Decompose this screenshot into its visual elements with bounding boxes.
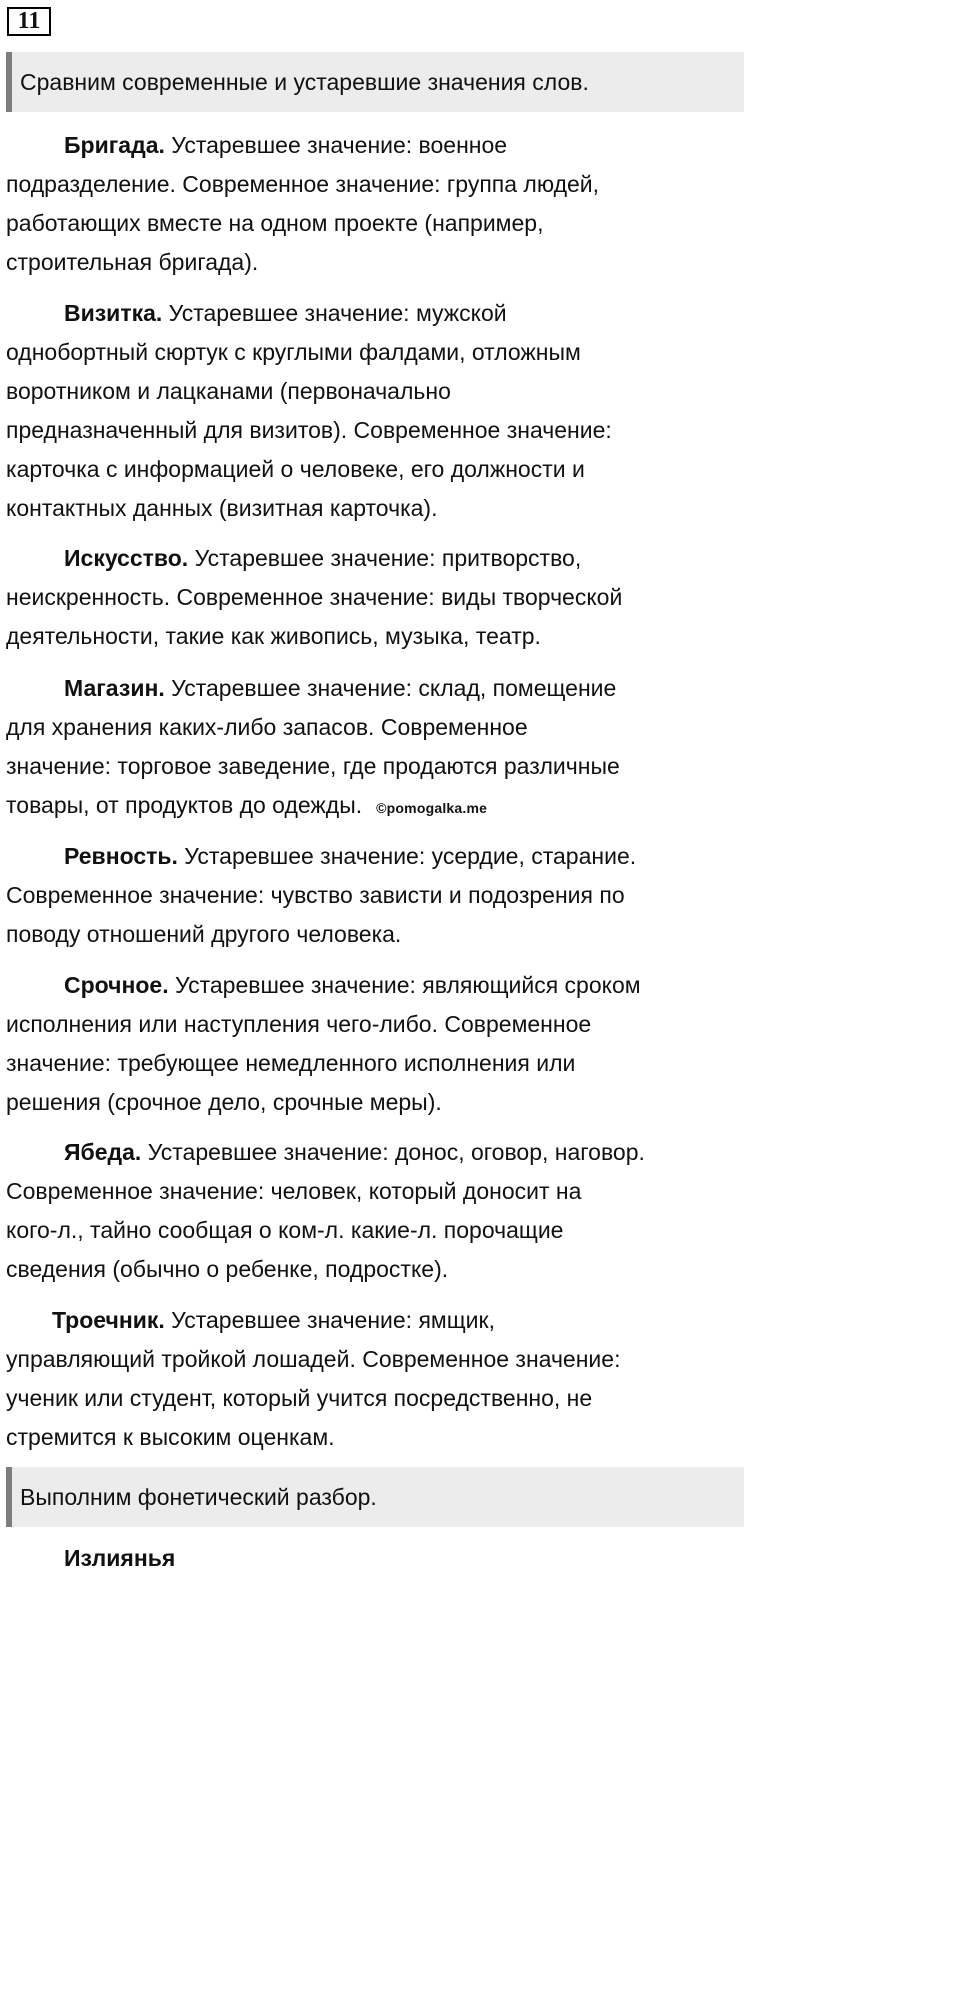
entry-line: строительная бригада). (6, 249, 259, 275)
entry-word: Магазин. (64, 675, 165, 701)
entry-line: решения (срочное дело, срочные меры). (6, 1089, 442, 1115)
watermark: ©pomogalka.me (376, 800, 488, 816)
entry-word: Визитка. (64, 300, 163, 326)
entry-word: Бригада. (64, 132, 165, 158)
entry-line: товары, от продуктов до одежды. ©pomogalka.me (6, 792, 488, 818)
entry-line: однобортный сюртук с круглыми фалдами, отложным (6, 339, 581, 365)
entry-first-line: Троечник. Устаревшее значение: ямщик, (52, 1307, 495, 1333)
entry-line: воротником и лацканами (первоначально (6, 378, 451, 404)
entry-first-line: Визитка. Устаревшее значение: мужской (64, 300, 507, 326)
entry-line: Современное значение: человек, который доносит на (6, 1178, 582, 1204)
entry-line: значение: требующее немедленного исполнения или (6, 1050, 576, 1076)
entry-line: ученик или студент, который учится посредственно, не (6, 1385, 593, 1411)
entry-line: Современное значение: чувство зависти и подозрения по (6, 882, 625, 908)
entry-line: значение: торговое заведение, где продаются различные (6, 753, 620, 779)
phonetic-word: Излиянья (64, 1545, 176, 1571)
entry-yabeda (6, 1133, 746, 1289)
entry-vizitka (6, 294, 746, 528)
entry-first-line: Ревность. Устаревшее значение: усердие, старание. (64, 843, 637, 869)
entry-line: предназначенный для визитов). Современное значение: (6, 417, 612, 443)
entry-first-line: Ябеда. Устаревшее значение: донос, оговор, наговор. (64, 1139, 645, 1165)
entry-word: Ревность. (64, 843, 178, 869)
entry-word: Срочное. (64, 972, 169, 998)
task-number-box: 11 (7, 7, 51, 36)
entry-word: Искусство. (64, 545, 189, 571)
entry-line: стремится к высоким оценкам. (6, 1424, 335, 1450)
section-heading-phonetic: Выполним фонетический разбор. (6, 1467, 744, 1527)
entry-line: контактных данных (визитная карточка). (6, 495, 438, 521)
entry-word: Ябеда. (64, 1139, 142, 1165)
entry-line: работающих вместе на одном проекте (например, (6, 210, 544, 236)
entry-line: карточка с информацией о человеке, его должности и (6, 456, 585, 482)
entry-line: исполнения или наступления чего-либо. Современное (6, 1011, 592, 1037)
entry-line: поводу отношений другого человека. (6, 921, 402, 947)
entry-line: подразделение. Современное значение: группа людей, (6, 171, 600, 197)
entry-brigada (6, 126, 746, 282)
entry-revnost (6, 837, 746, 954)
entry-first-line: Бригада. Устаревшее значение: военное (64, 132, 508, 158)
entry-first-line: Магазин. Устаревшее значение: склад, помещение (64, 675, 617, 701)
entry-first-line: Искусство. Устаревшее значение: притворство, (64, 545, 582, 571)
entry-line: кого-л., тайно сообщая о ком-л. какие-л. порочащие (6, 1217, 564, 1243)
entry-line: управляющий тройкой лошадей. Современное значение: (6, 1346, 621, 1372)
entry-iskusstvo (6, 539, 746, 656)
entry-line: неискренность. Современное значение: виды творческой (6, 584, 623, 610)
entry-first-line: Срочное. Устаревшее значение: являющийся сроком (64, 972, 641, 998)
entry-word: Троечник. (52, 1307, 165, 1333)
entry-troechnik (6, 1301, 746, 1457)
entry-line: сведения (обычно о ребенке, подростке). (6, 1256, 449, 1282)
entry-srochnoe (6, 966, 746, 1122)
entry-magazin (6, 669, 746, 828)
entry-line: для хранения каких-либо запасов. Современное (6, 714, 528, 740)
section-heading-compare: Сравним современные и устаревшие значения слов. (6, 52, 744, 112)
entry-line: деятельности, такие как живопись, музыка, театр. (6, 623, 541, 649)
